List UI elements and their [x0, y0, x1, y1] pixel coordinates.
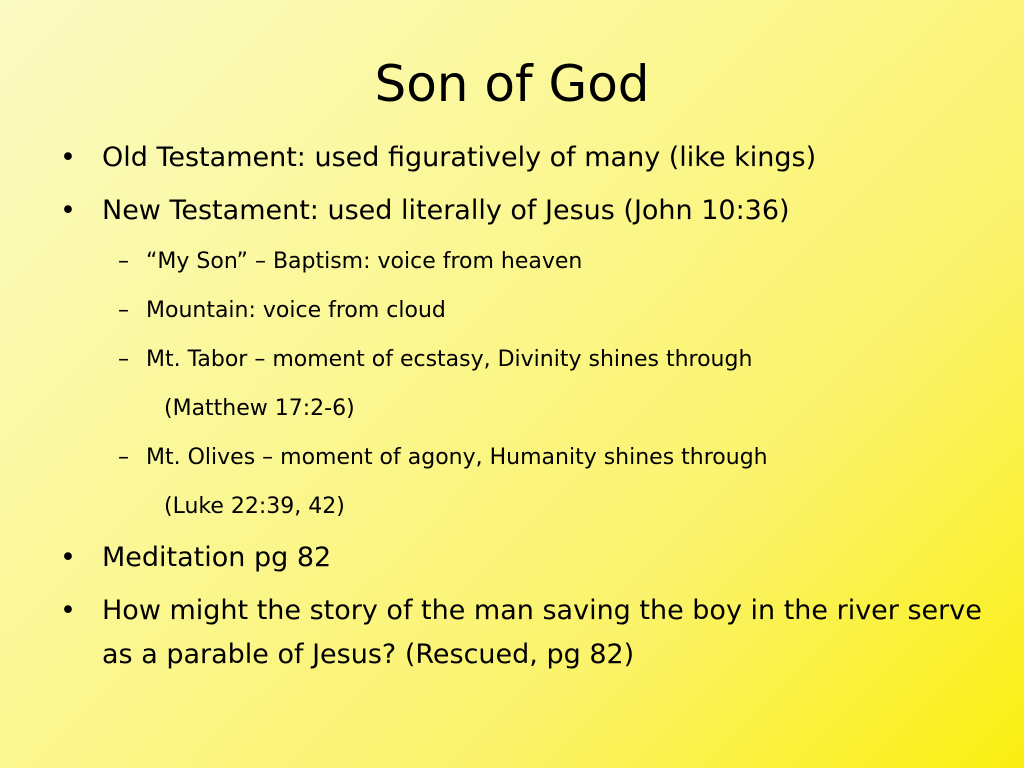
- bullet-text: New Testament: used literally of Jesus (John 10:36): [102, 195, 790, 226]
- sub-bullet-item: [60, 340, 990, 380]
- sub-bullet-marker: –: [118, 347, 129, 372]
- bullet-marker: •: [60, 142, 76, 173]
- bullet-text: Meditation pg 82: [102, 542, 332, 573]
- sub-bullet-marker: –: [118, 445, 129, 470]
- bullet-item: [60, 189, 990, 233]
- sub-bullet-continuation: (Matthew 17:2-6): [164, 396, 355, 421]
- sub-bullet-text: “My Son” – Baptism: voice from heaven: [146, 249, 583, 274]
- sub-bullet-continuation: (Luke 22:39, 42): [164, 494, 345, 519]
- sub-bullet-item: [60, 438, 990, 478]
- bullet-item: [60, 136, 990, 180]
- sub-bullet-text: Mt. Tabor – moment of ecstasy, Divinity shines through: [146, 347, 753, 372]
- sub-bullet-item: [60, 291, 990, 331]
- sub-bullet-text: Mt. Olives – moment of agony, Humanity shines through: [146, 445, 768, 470]
- bullet-marker: •: [60, 542, 76, 573]
- bullet-marker: •: [60, 595, 76, 626]
- bullet-text: Old Testament: used figuratively of many (like kings): [102, 142, 817, 173]
- sub-bullet-item: [60, 242, 990, 282]
- bullet-item: [60, 589, 990, 677]
- sub-bullet-marker: –: [118, 249, 129, 274]
- bullet-marker: •: [60, 195, 76, 226]
- bullet-item: [60, 536, 990, 580]
- bullet-text: How might the story of the man saving the boy in the river serve as a parable of Jesus? (Rescued, pg 82): [102, 595, 982, 670]
- slide-content: [60, 136, 990, 686]
- sub-bullet-marker: –: [118, 298, 129, 323]
- sub-bullet-text: Mountain: voice from cloud: [146, 298, 446, 323]
- slide-title: Son of God: [374, 55, 650, 113]
